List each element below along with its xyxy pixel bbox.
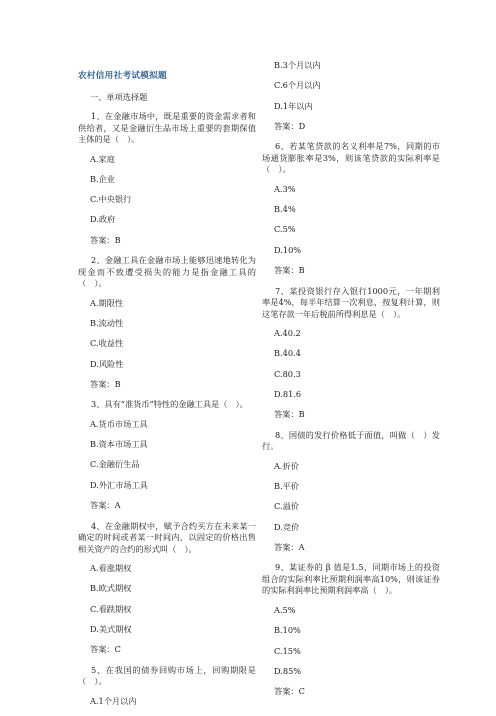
- question-text: 4、在金融期权中，赋予合约买方在未来某一确定的时间或者某一时间内，以固定的价格出售相关资产的合约的形式叫（ ）。: [78, 520, 256, 554]
- answer-option: B.4%: [274, 204, 296, 215]
- answer-option: D.竞价: [274, 521, 300, 532]
- answer-option: D.85%: [274, 665, 302, 676]
- right-column: [262, 60, 440, 707]
- answer-option: C.金融衍生品: [90, 459, 140, 470]
- answer-option: D.政府: [90, 214, 116, 225]
- answer-key: 答案：A: [90, 500, 121, 511]
- answer-option: B.40.4: [274, 348, 301, 359]
- answer-option: A.40.2: [274, 328, 301, 339]
- answer-option: B.流动性: [90, 317, 124, 328]
- answer-option: C.看跌期权: [90, 603, 132, 614]
- answer-option: B.3个月以内: [274, 60, 321, 70]
- answer-key: 答案：B: [274, 265, 305, 276]
- answer-key: 答案：B: [274, 409, 305, 420]
- answer-key: 答案：C: [90, 644, 121, 655]
- answer-option: C.6个月以内: [274, 80, 321, 91]
- document-title: 农村信用社考试模拟题: [78, 71, 167, 81]
- question-text: 1、在金融市场中，既是重要的资金需求者和供给者，又是金融衍生品市场上重要的套期保值主体的是（ ）。: [78, 111, 256, 144]
- question-text: 2、金融工具在金融市场上能够迅速地转化为现金而不致遭受损失的能力是指金融工具的（ ）。: [78, 255, 256, 289]
- answer-key: 答案：B: [90, 378, 121, 389]
- answer-option: D.外汇市场工具: [90, 479, 148, 490]
- answer-option: A.看涨期权: [90, 563, 132, 574]
- answer-option: B.欧式期权: [90, 583, 132, 594]
- answer-option: D.81.6: [274, 388, 302, 399]
- question-text: 8、国债的发行价格低于面值，叫做（ ）发行。: [262, 429, 440, 452]
- answer-option: C.5%: [274, 224, 296, 235]
- answer-option: C.溢价: [274, 501, 299, 512]
- answer-option: D.美式期权: [90, 623, 132, 634]
- answer-option: A.折价: [274, 460, 299, 471]
- answer-key: 答案：B: [90, 234, 121, 245]
- answer-option: A.家庭: [90, 153, 115, 164]
- left-column: [78, 71, 256, 716]
- answer-option: B.10%: [274, 625, 301, 636]
- question-text: 3、具有“准货币”特性的金融工具是（ ）。: [91, 399, 248, 410]
- question-text: 7、某投资银行存入银行1000元，一年期利率是4%，每半年结算一次利息，按复利计算，则这笔存款一年后税前所得利息是（ ）。: [262, 285, 440, 319]
- answer-option: B.平价: [274, 481, 299, 492]
- answer-option: C.15%: [274, 645, 301, 656]
- answer-option: A.5%: [274, 604, 296, 615]
- question-text: 6、若某笔贷款的名义利率是7%，同期的市场通货膨胀率是3%，则该笔贷款的实际利率是（ ）。: [262, 141, 440, 175]
- answer-key: 答案：A: [274, 541, 305, 552]
- answer-option: A.1个月以内: [90, 695, 137, 706]
- answer-option: A.期限性: [90, 297, 124, 308]
- question-text: 5、在我国的债券回购市场上，回购期限是（ ）。: [78, 664, 256, 687]
- answer-option: B.资本市场工具: [90, 439, 148, 450]
- answer-key: 答案：D: [274, 120, 306, 131]
- answer-option: C.收益性: [90, 338, 124, 349]
- answer-option: A.货币市场工具: [90, 418, 148, 429]
- answer-key: 答案：C: [274, 686, 305, 697]
- answer-option: C.中央银行: [90, 194, 132, 205]
- answer-option: C.80.3: [274, 368, 301, 379]
- answer-option: D.10%: [274, 244, 302, 255]
- question-text: 9、某证券的 β 值是1.5，同期市场上的投资组合的实际利率比预期利润率高10%，则该证券的实际利润率比预期利润率高（ ）。: [262, 562, 440, 596]
- answer-option: B.企业: [90, 173, 115, 184]
- answer-option: D.风险性: [90, 358, 124, 369]
- answer-option: D.1年以内: [274, 100, 313, 111]
- section-heading: 一、单项选择题: [90, 91, 148, 102]
- answer-option: A.3%: [274, 183, 296, 194]
